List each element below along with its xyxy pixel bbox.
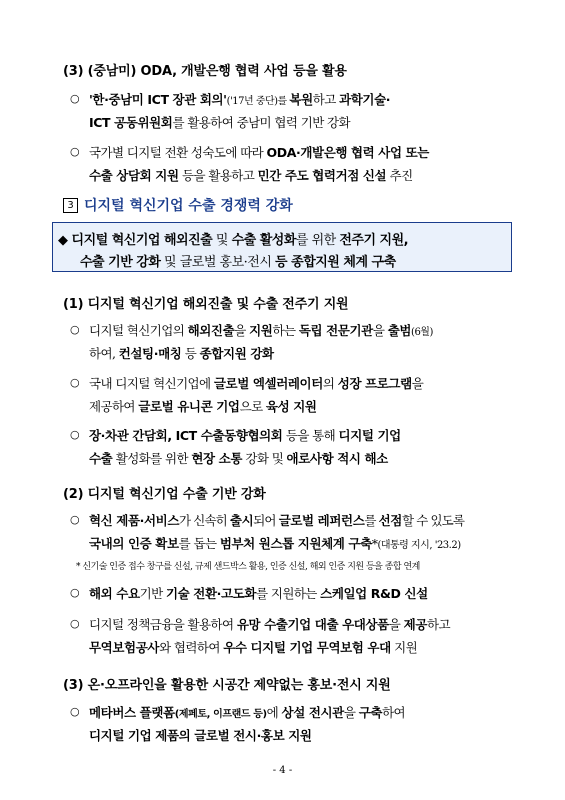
subsection-heading-2: (2) 디지털 혁신기업 수출 기반 강화: [63, 487, 266, 502]
bullet-circle-icon: ○: [70, 428, 80, 441]
bullet-1-line-1: '한·중남미 ICT 장관 회의'('17년 중단)를 복원하고 과학기술·: [89, 92, 391, 107]
s2-bullet-1-line-1: 혁신 제품·서비스가 신속히 출시되어 글로벌 레퍼런스를 선점할 수 있도록: [89, 513, 465, 528]
s3-bullet-1-line-1: 메타버스 플랫폼(제페토, 이프랜드 등)에 상설 전시관을 구축하여: [89, 705, 406, 720]
s2-bullet-3-line-1: 디지털 정책금융을 활용하여 유망 수출기업 대출 우대상품을 제공하고: [89, 617, 450, 632]
bullet-circle-icon: ○: [70, 617, 80, 630]
section-number-box: 3: [63, 198, 78, 213]
bullet-2-line-2: 수출 상담회 지원 등을 활용하고 민간 주도 협력거점 신설 추진: [89, 168, 413, 183]
section-title: [63, 195, 293, 215]
s1-bullet-3-line-1: 장·차관 간담회, ICT 수출동향협의회 등을 통해 디지털 기업: [89, 428, 401, 443]
subsection-heading-3: (3) 온·오프라인을 활용한 시공간 제약없는 홍보·전시 지원: [63, 678, 391, 693]
subsection-heading-3-latam: (3) (중남미) ODA, 개발은행 협력 사업 등을 활용: [63, 64, 347, 79]
bullet-circle-icon: ○: [70, 92, 80, 105]
summary-box-line-1: ◆ 디지털 혁신기업 해외진출 및 수출 활성화를 위한 전주기 지원,: [58, 233, 409, 248]
page-number: - 4 -: [272, 765, 293, 776]
s1-bullet-2-line-1: 국내 디지털 혁신기업에 글로벌 엑셀러레이터의 성장 프로그램을: [89, 376, 424, 391]
s1-bullet-1-line-2: 하여, 컨설팅·매칭 등 종합지원 강화: [89, 346, 274, 361]
s1-bullet-3-line-2: 수출 활성화를 위한 현장 소통 강화 및 애로사항 적시 해소: [89, 451, 388, 466]
bullet-circle-icon: ○: [70, 586, 80, 599]
s3-bullet-1-line-2: 디지털 기업 제품의 글로벌 전시·홍보 지원: [89, 728, 312, 743]
bullet-circle-icon: ○: [70, 376, 80, 389]
summary-box-line-2: 수출 기반 강화 및 글로벌 홍보·전시 등 종합지원 체계 구축: [80, 255, 396, 270]
bullet-2-line-1: 국가별 디지털 전환 성숙도에 따라 ODA·개발은행 협력 사업 또는: [89, 145, 429, 160]
bullet-circle-icon: ○: [70, 145, 80, 158]
footnote-certification: * 신기술 인증 접수 창구를 신설, 규제 샌드박스 활용, 인증 신설, 해외 인증 지원 등을 종합 연계: [76, 562, 420, 572]
bullet-circle-icon: ○: [70, 513, 80, 526]
s1-bullet-1-line-1: 디지털 혁신기업의 해외진출을 지원하는 독립 전문기관을 출범(6월): [89, 323, 433, 338]
section-title-text: 디지털 혁신기업 수출 경쟁력 강화: [84, 198, 293, 214]
bullet-circle-icon: ○: [70, 705, 80, 718]
s2-bullet-1-line-2: 국내의 인증 확보를 돕는 범부처 원스톱 지원체계 구축*(대통령 지시, '23.2): [89, 536, 461, 551]
bullet-1-line-2: ICT 공동위원회를 활용하여 중남미 협력 기반 강화: [89, 115, 351, 130]
s2-bullet-3-line-2: 무역보험공사와 협력하여 우수 디지털 기업 무역보험 우대 지원: [89, 640, 418, 655]
bullet-circle-icon: ○: [70, 323, 80, 336]
subsection-heading-1: (1) 디지털 혁신기업 해외진출 및 수출 전주기 지원: [63, 297, 349, 312]
s2-bullet-2-line-1: 해외 수요기반 기술 전환·고도화를 지원하는 스케일업 R&D 신설: [89, 586, 428, 601]
diamond-icon: ◆: [58, 233, 68, 248]
s1-bullet-2-line-2: 제공하여 글로벌 유니콘 기업으로 육성 지원: [89, 399, 317, 414]
